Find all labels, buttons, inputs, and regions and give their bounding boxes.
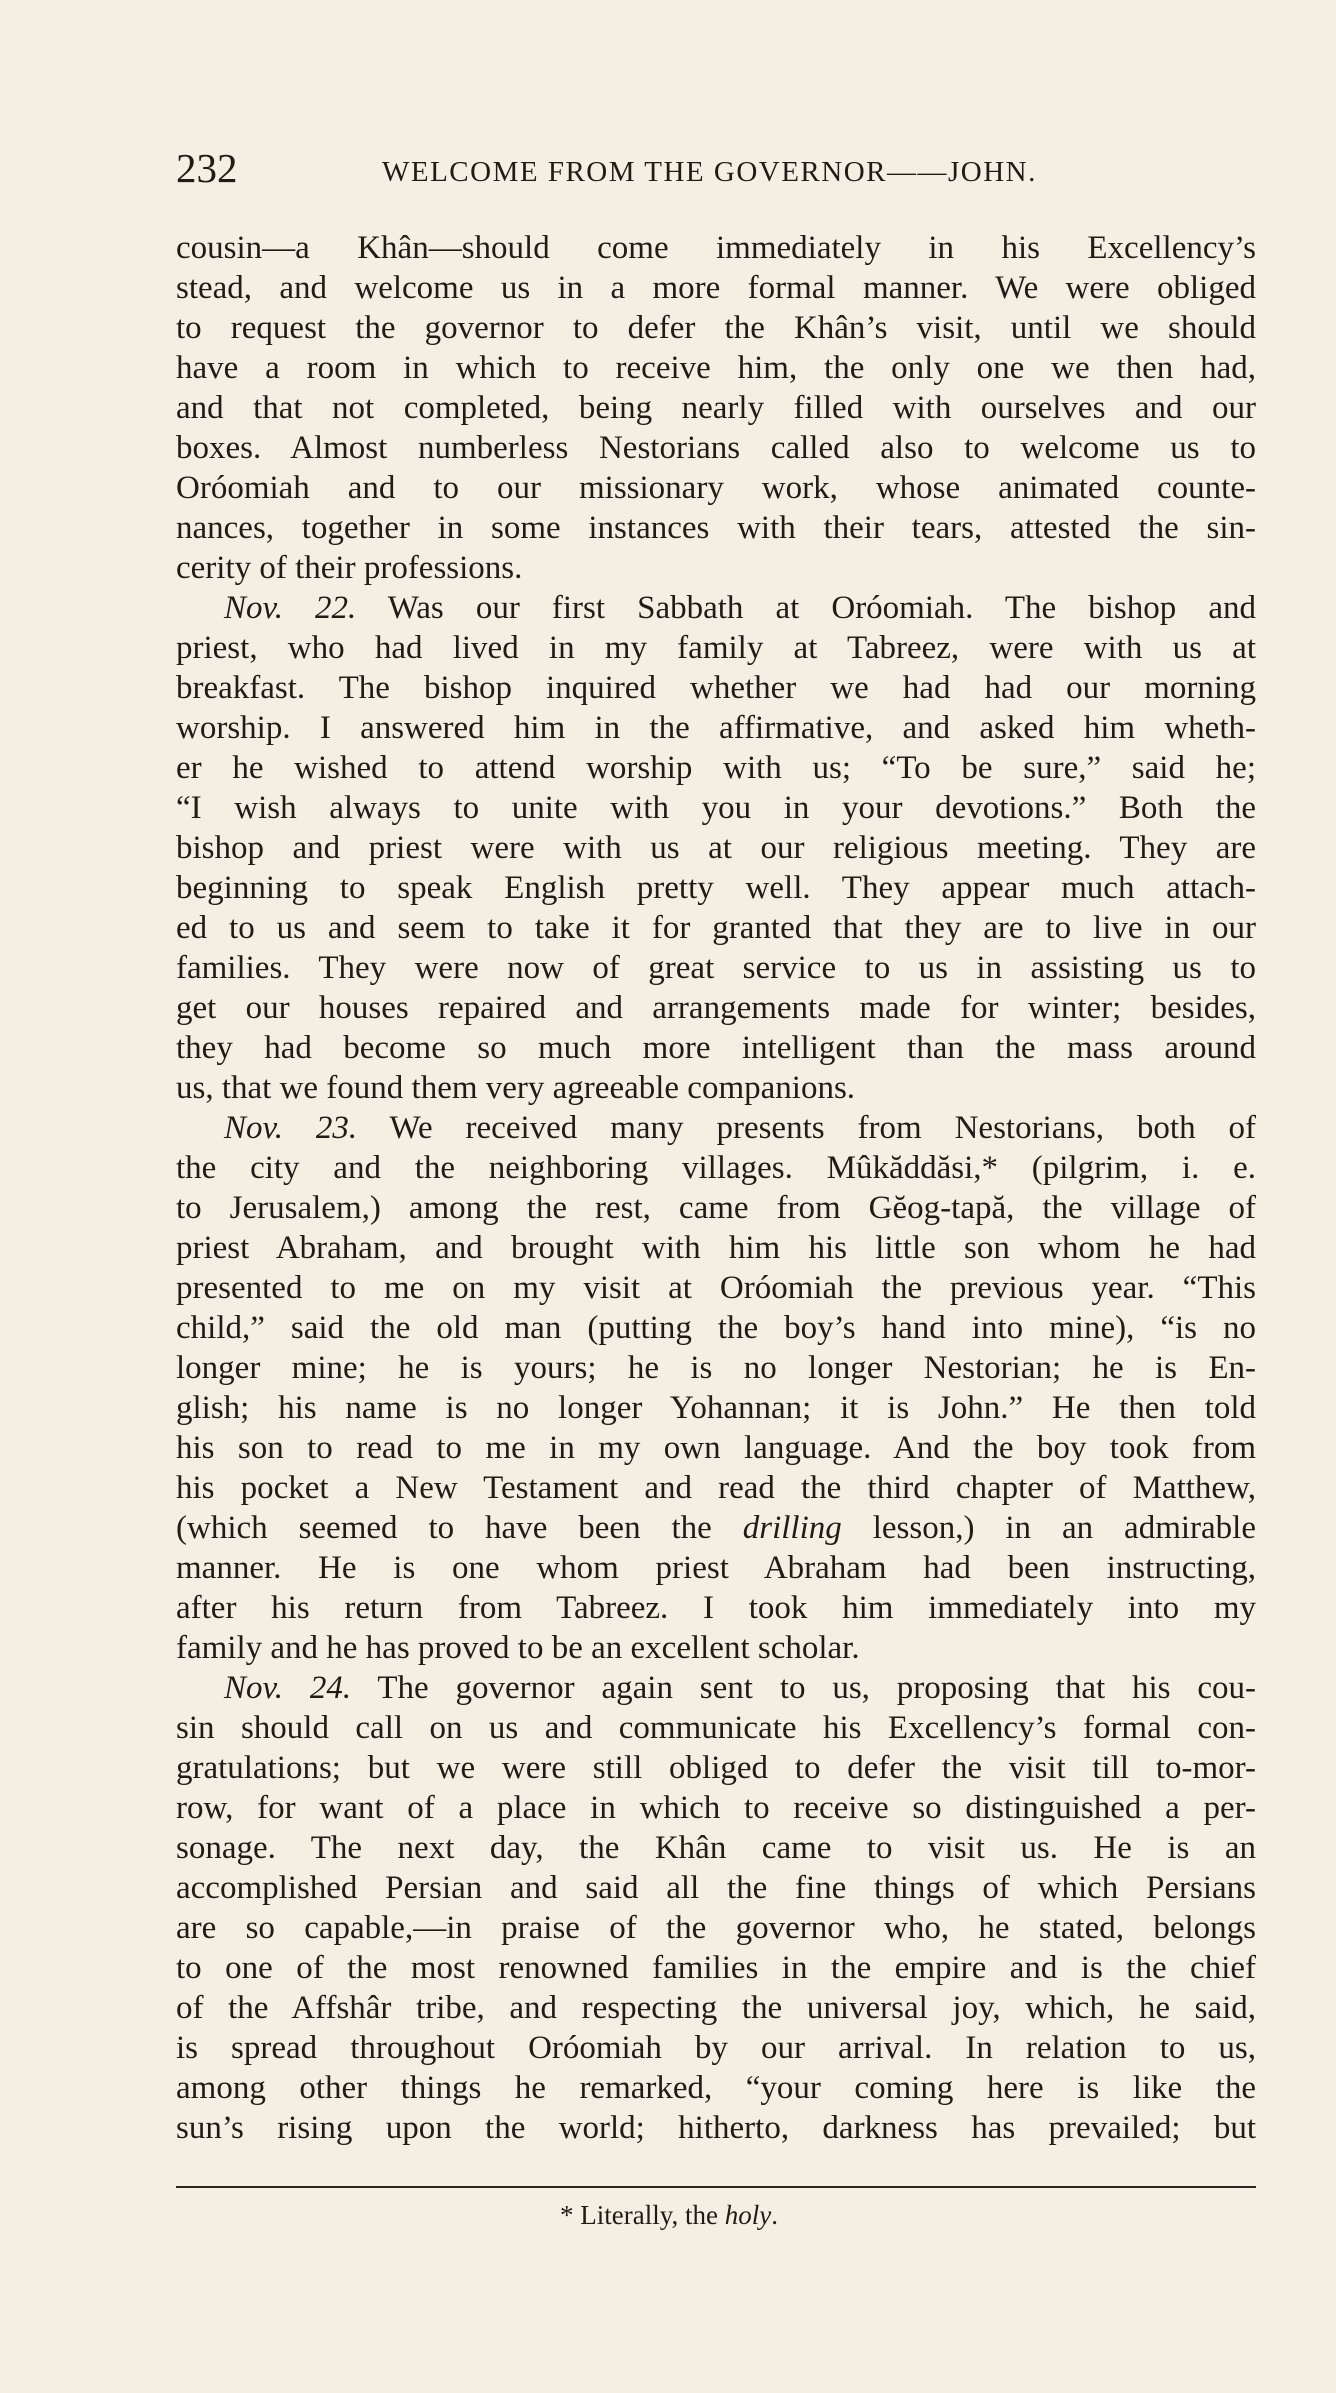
line-text: bishop and priest were with us at our religious meeting. They are: [176, 830, 1256, 866]
footnote-suffix: .: [771, 2200, 778, 2230]
text-line: [176, 1228, 1256, 1268]
line-text: priest Abraham, and brought with him his little son whom he had: [176, 1230, 1256, 1266]
line-text: sin should call on us and communicate his Excellency’s formal con-: [176, 1710, 1256, 1746]
line-text: priest, who had lived in my family at Tabreez, were with us at: [176, 630, 1256, 666]
line-text: manner. He is one whom priest Abraham had been instructing,: [176, 1550, 1256, 1586]
line-text: longer mine; he is yours; he is no longer Nestorian; he is En-: [176, 1350, 1256, 1386]
text-line: [176, 1068, 1256, 1108]
footnote-divider: [176, 2186, 1256, 2188]
line-text: Oróomiah and to our missionary work, whose animated counte-: [176, 470, 1256, 506]
line-text: us, that we found them very agreeable companions.: [176, 1070, 856, 1106]
text-line: [176, 548, 1256, 588]
line-text: gratulations; but we were still obliged to defer the visit till to-mor-: [176, 1750, 1256, 1786]
line-text: We received many presents from Nestorians, both of: [357, 1110, 1256, 1146]
line-text: beginning to speak English pretty well. They appear much attach-: [176, 870, 1256, 906]
line-text: sun’s rising upon the world; hitherto, darkness has prevailed; but: [176, 2110, 1256, 2146]
text-line: [176, 828, 1256, 868]
line-text: boxes. Almost numberless Nestorians called also to welcome us to: [176, 430, 1256, 466]
line-text: family and he has proved to be an excellent scholar.: [176, 1630, 860, 1666]
text-line: [176, 788, 1256, 828]
line-text: breakfast. The bishop inquired whether we had had our morning: [176, 670, 1256, 706]
text-line: [176, 1428, 1256, 1468]
text-line: [176, 508, 1256, 548]
text-line: [176, 1108, 1256, 1148]
page-number: 232: [176, 145, 238, 191]
text-line: [176, 1748, 1256, 1788]
line-text: presented to me on my visit at Oróomiah the previous year. “This: [176, 1270, 1256, 1306]
text-line: [176, 948, 1256, 988]
line-text: child,” said the old man (putting the boy’s hand into mine), “is no: [176, 1310, 1256, 1346]
footnote-emphasis: holy: [724, 2200, 772, 2230]
text-line: [176, 1988, 1256, 2028]
text-line: [176, 1708, 1256, 1748]
line-text: glish; his name is no longer Yohannan; it is John.” He then told: [176, 1390, 1256, 1426]
text-line: [176, 1148, 1256, 1188]
line-text: ed to us and seem to take it for granted that they are to live in our: [176, 910, 1256, 946]
footnote: [560, 2198, 778, 2232]
text-line: [176, 1588, 1256, 1628]
text-line: [176, 868, 1256, 908]
text-line: [176, 1268, 1256, 1308]
text-line: [176, 1868, 1256, 1908]
line-text: to one of the most renowned families in the empire and is the chief: [176, 1950, 1256, 1986]
line-text: cousin—a Khân—should come immediately in his Excellency’s: [176, 230, 1256, 266]
line-text: the city and the neighboring villages. Mûkăddăsi,* (pilgrim, i. e.: [176, 1150, 1256, 1186]
line-text: accomplished Persian and said all the fine things of which Persians: [176, 1870, 1256, 1906]
footnote-prefix: * Literally, the: [560, 2200, 725, 2230]
text-line: [176, 988, 1256, 1028]
text-line: [176, 1948, 1256, 1988]
text-line: [176, 428, 1256, 468]
page-header: [176, 146, 1256, 190]
text-line: [176, 1788, 1256, 1828]
text-line: [176, 2028, 1256, 2068]
text-line: [176, 468, 1256, 508]
line-text: to Jerusalem,) among the rest, came from Gĕog-tapă, the village of: [176, 1190, 1256, 1226]
text-line: [176, 2068, 1256, 2108]
line-text: The governor again sent to us, proposing that his cou-: [351, 1670, 1256, 1706]
line-text: sonage. The next day, the Khân came to visit us. He is an: [176, 1830, 1256, 1866]
text-line: [176, 1828, 1256, 1868]
date-label: Nov. 23.: [224, 1110, 358, 1146]
line-text: is spread throughout Oróomiah by our arrival. In relation to us,: [176, 2030, 1256, 2066]
text-line: [176, 668, 1256, 708]
text-line: [176, 628, 1256, 668]
text-line: [176, 388, 1256, 428]
line-text: Was our first Sabbath at Oróomiah. The bishop and: [356, 590, 1256, 626]
line-text: “I wish always to unite with you in your devotions.” Both the: [176, 790, 1256, 826]
date-label: Nov. 24.: [224, 1670, 352, 1706]
text-line: [176, 308, 1256, 348]
line-text: families. They were now of great service to us in assisting us to: [176, 950, 1256, 986]
line-text: have a room in which to receive him, the only one we then had,: [176, 350, 1256, 386]
body-text: [176, 228, 1256, 2148]
line-text: his pocket a New Testament and read the third chapter of Matthew,: [176, 1470, 1256, 1506]
line-text: are so capable,—in praise of the governor who, he stated, belongs: [176, 1910, 1256, 1946]
text-line: [176, 1668, 1256, 1708]
text-line: [176, 268, 1256, 308]
line-text: his son to read to me in my own language. And the boy took from: [176, 1430, 1256, 1466]
text-line: [176, 588, 1256, 628]
line-text: stead, and welcome us in a more formal manner. We were obliged: [176, 270, 1256, 306]
text-line: [176, 1348, 1256, 1388]
line-text: lesson,) in an admirable: [841, 1510, 1256, 1546]
text-line: [176, 1028, 1256, 1068]
line-text: they had become so much more intelligent than the mass around: [176, 1030, 1256, 1066]
running-head: WELCOME FROM THE GOVERNOR——JOHN.: [382, 156, 1037, 188]
text-line: [176, 348, 1256, 388]
text-line: [176, 748, 1256, 788]
line-text: of the Affshâr tribe, and respecting the universal joy, which, he said,: [176, 1990, 1256, 2026]
text-line: [176, 1468, 1256, 1508]
line-text: row, for want of a place in which to receive so distinguished a per-: [176, 1790, 1256, 1826]
text-line: [176, 1308, 1256, 1348]
text-line: [176, 1628, 1256, 1668]
text-line: [176, 1908, 1256, 1948]
text-line: [176, 908, 1256, 948]
text-line: [176, 228, 1256, 268]
line-text: worship. I answered him in the affirmative, and asked him wheth-: [176, 710, 1256, 746]
text-line: [176, 1388, 1256, 1428]
text-line: [176, 1508, 1256, 1548]
text-line: [176, 1188, 1256, 1228]
line-text: get our houses repaired and arrangements made for winter; besides,: [176, 990, 1256, 1026]
line-text: among other things he remarked, “your coming here is like the: [176, 2070, 1256, 2106]
line-text: er he wished to attend worship with us; “To be sure,” said he;: [176, 750, 1256, 786]
line-text: nances, together in some instances with their tears, attested the sin-: [176, 510, 1256, 546]
text-line: [176, 708, 1256, 748]
text-line: [176, 2108, 1256, 2148]
line-text: cerity of their professions.: [176, 550, 523, 586]
line-text: after his return from Tabreez. I took him immediately into my: [176, 1590, 1256, 1626]
line-text: and that not completed, being nearly filled with ourselves and our: [176, 390, 1256, 426]
line-text: to request the governor to defer the Khân’s visit, until we should: [176, 310, 1256, 346]
text-line: [176, 1548, 1256, 1588]
date-label: Nov. 22.: [224, 590, 357, 626]
emphasized-word: drilling: [742, 1510, 842, 1546]
line-text-pre: (which seemed to have been the: [176, 1510, 743, 1546]
